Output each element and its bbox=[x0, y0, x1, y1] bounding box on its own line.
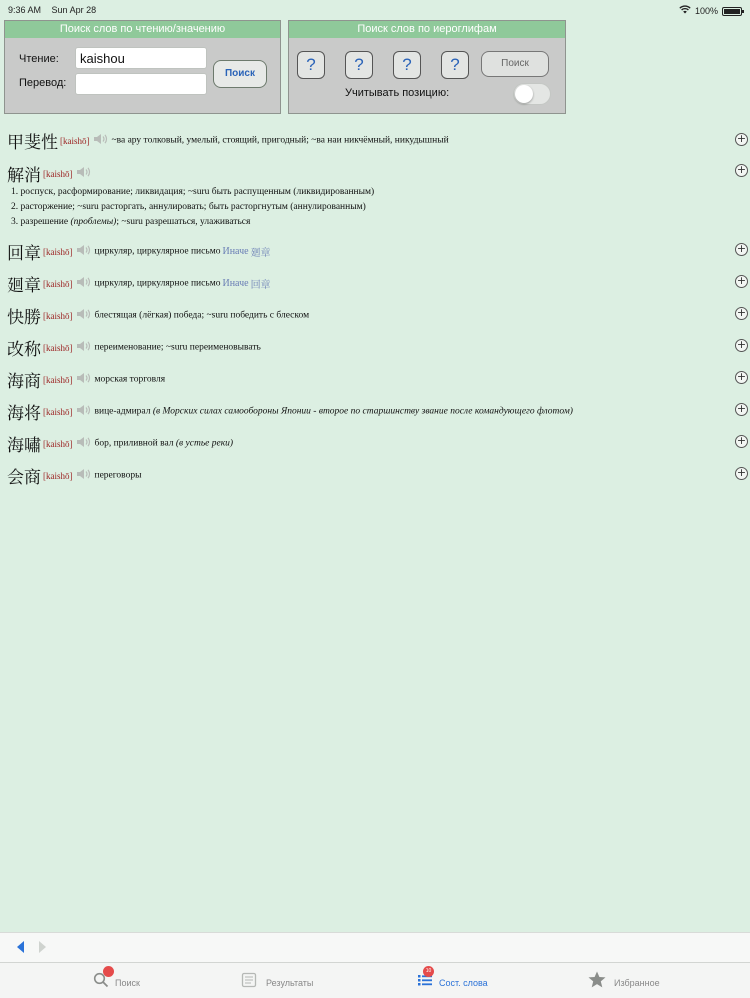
sense-text: ; ~suru разрешаться, улаживаться bbox=[116, 217, 251, 227]
toggle-knob bbox=[515, 85, 533, 103]
entry-note: (в Морских силах самообороны Японии - второе по старшинству звание после командующего флотом) bbox=[152, 406, 573, 417]
speaker-icon[interactable] bbox=[76, 339, 92, 357]
kanji-slot-2-button[interactable]: ? bbox=[345, 51, 373, 79]
add-entry-button[interactable]: + bbox=[736, 242, 747, 255]
speaker-icon[interactable] bbox=[76, 165, 92, 183]
kanji-search-panel bbox=[288, 20, 566, 114]
entry-reading: [kaishō] bbox=[43, 246, 73, 257]
add-entry-button[interactable]: + bbox=[736, 132, 747, 145]
entry-note: (в устье реки) bbox=[175, 438, 234, 449]
entry-kanji: 海嘯 bbox=[7, 436, 41, 456]
forward-arrow-icon[interactable] bbox=[39, 941, 46, 953]
add-entry-button[interactable]: + bbox=[736, 306, 747, 319]
entry-kanji: 快勝 bbox=[7, 308, 41, 328]
entry-kanji: 甲斐性 bbox=[7, 133, 58, 153]
speaker-icon[interactable] bbox=[76, 467, 92, 485]
position-toggle[interactable] bbox=[513, 83, 551, 105]
tab-badge bbox=[103, 966, 114, 977]
translation-label: Перевод: bbox=[19, 77, 67, 89]
entry-kanji: 廻章 bbox=[7, 276, 41, 296]
cross-ref-label: Иначе bbox=[222, 278, 249, 289]
sense-text: 3. разрешение bbox=[11, 217, 71, 227]
speaker-icon[interactable] bbox=[76, 307, 92, 325]
add-entry-button[interactable]: + bbox=[736, 434, 747, 447]
entry-sense bbox=[11, 217, 250, 227]
entry-kanji: 改称 bbox=[7, 340, 41, 360]
kanji-slot-4-button[interactable]: ? bbox=[441, 51, 469, 79]
entry-gloss: ~ва ару толковый, умелый, стоящий, пригодный; ~ва наи никчёмный, никудышный bbox=[111, 135, 449, 146]
entry-sense: 1. роспуск, расформирование; ликвидация; ~suru быть распущенным (ликвидированным) bbox=[11, 187, 375, 197]
entry-reading: [kaishō] bbox=[43, 310, 73, 321]
entry-reading: [kaishō] bbox=[43, 438, 73, 449]
entry-reading: [kaishō] bbox=[43, 470, 73, 481]
entry-kanji: 解消 bbox=[7, 166, 41, 186]
reading-search-panel bbox=[4, 20, 281, 114]
entry-gloss: блестящая (лёгкая) победа; ~suru победить с блеском bbox=[94, 310, 310, 321]
kanji-search-button[interactable]: Поиск bbox=[481, 51, 549, 77]
reading-input[interactable] bbox=[75, 47, 207, 69]
navigation-bar bbox=[0, 932, 750, 963]
back-arrow-icon[interactable] bbox=[17, 941, 24, 953]
tab-search[interactable] bbox=[90, 963, 160, 998]
add-entry-button[interactable]: + bbox=[736, 338, 747, 351]
cross-ref-link[interactable]: 回章 bbox=[250, 280, 271, 291]
reading-search-button[interactable]: Поиск bbox=[213, 60, 267, 88]
entry-gloss: бор, приливной вал bbox=[94, 438, 176, 449]
translation-input[interactable] bbox=[75, 73, 207, 95]
status-bar bbox=[0, 0, 750, 20]
star-icon bbox=[588, 971, 606, 993]
kanji-search-title: Поиск слов по иероглифам bbox=[289, 21, 565, 38]
cross-ref-link[interactable]: 廻章 bbox=[250, 248, 271, 259]
status-time: 9:36 AM bbox=[8, 5, 42, 15]
status-date: Sun Apr 28 bbox=[51, 5, 97, 15]
entry-kanji: 海将 bbox=[7, 404, 41, 424]
battery-percent: 100% bbox=[694, 6, 718, 16]
entry-reading: [kaishō] bbox=[43, 168, 73, 179]
reading-label: Чтение: bbox=[19, 53, 59, 65]
add-entry-button[interactable]: + bbox=[736, 163, 747, 176]
results-icon bbox=[241, 972, 257, 993]
entry-kanji: 回章 bbox=[7, 244, 41, 264]
add-entry-button[interactable]: + bbox=[736, 466, 747, 479]
kanji-slot-1-button[interactable]: ? bbox=[297, 51, 325, 79]
wifi-icon bbox=[679, 5, 691, 17]
entry-reading: [kaishō] bbox=[60, 135, 90, 146]
add-entry-button[interactable]: + bbox=[736, 370, 747, 383]
speaker-icon[interactable] bbox=[76, 371, 92, 389]
cross-ref-label: Иначе bbox=[222, 246, 249, 257]
entry-kanji: 会商 bbox=[7, 468, 41, 488]
sense-note: (проблемы) bbox=[70, 217, 117, 227]
speaker-icon[interactable] bbox=[76, 403, 92, 421]
entry-reading: [kaishō] bbox=[43, 278, 73, 289]
speaker-icon[interactable] bbox=[76, 435, 92, 453]
entry-gloss: вице-адмирал bbox=[94, 406, 153, 417]
entry-kanji: 海商 bbox=[7, 372, 41, 392]
tab-label: Поиск bbox=[115, 978, 140, 988]
tab-badge: 10 bbox=[423, 966, 434, 977]
reading-search-title: Поиск слов по чтению/значению bbox=[5, 21, 280, 38]
speaker-icon[interactable] bbox=[76, 275, 92, 293]
speaker-icon[interactable] bbox=[93, 132, 109, 150]
add-entry-button[interactable]: + bbox=[736, 274, 747, 287]
entry-gloss: циркуляр, циркулярное письмо bbox=[94, 246, 221, 257]
entry-sense: 2. расторжение; ~suru расторгать, аннулировать; быть расторгнутым (аннулированным) bbox=[11, 202, 366, 212]
battery-icon bbox=[722, 7, 742, 16]
tab-label: Сост. слова bbox=[439, 978, 488, 988]
tab-favorites[interactable] bbox=[587, 963, 687, 998]
entry-reading: [kaishō] bbox=[43, 342, 73, 353]
speaker-icon[interactable] bbox=[76, 243, 92, 261]
tab-compound-words[interactable] bbox=[414, 963, 514, 998]
entry-reading: [kaishō] bbox=[43, 406, 73, 417]
position-toggle-label: Учитывать позицию: bbox=[345, 87, 450, 99]
entry-reading: [kaishō] bbox=[43, 374, 73, 385]
entry-gloss: морская торговля bbox=[94, 374, 166, 385]
tab-bar bbox=[0, 962, 750, 998]
entry-gloss: переименование; ~suru переименовывать bbox=[94, 342, 261, 353]
entry-gloss: переговоры bbox=[94, 470, 142, 481]
add-entry-button[interactable]: + bbox=[736, 402, 747, 415]
tab-label: Результаты bbox=[266, 978, 314, 988]
tab-results[interactable] bbox=[238, 963, 338, 998]
kanji-slot-3-button[interactable]: ? bbox=[393, 51, 421, 79]
entry-gloss: циркуляр, циркулярное письмо bbox=[94, 278, 221, 289]
tab-label: Избранное bbox=[614, 978, 660, 988]
